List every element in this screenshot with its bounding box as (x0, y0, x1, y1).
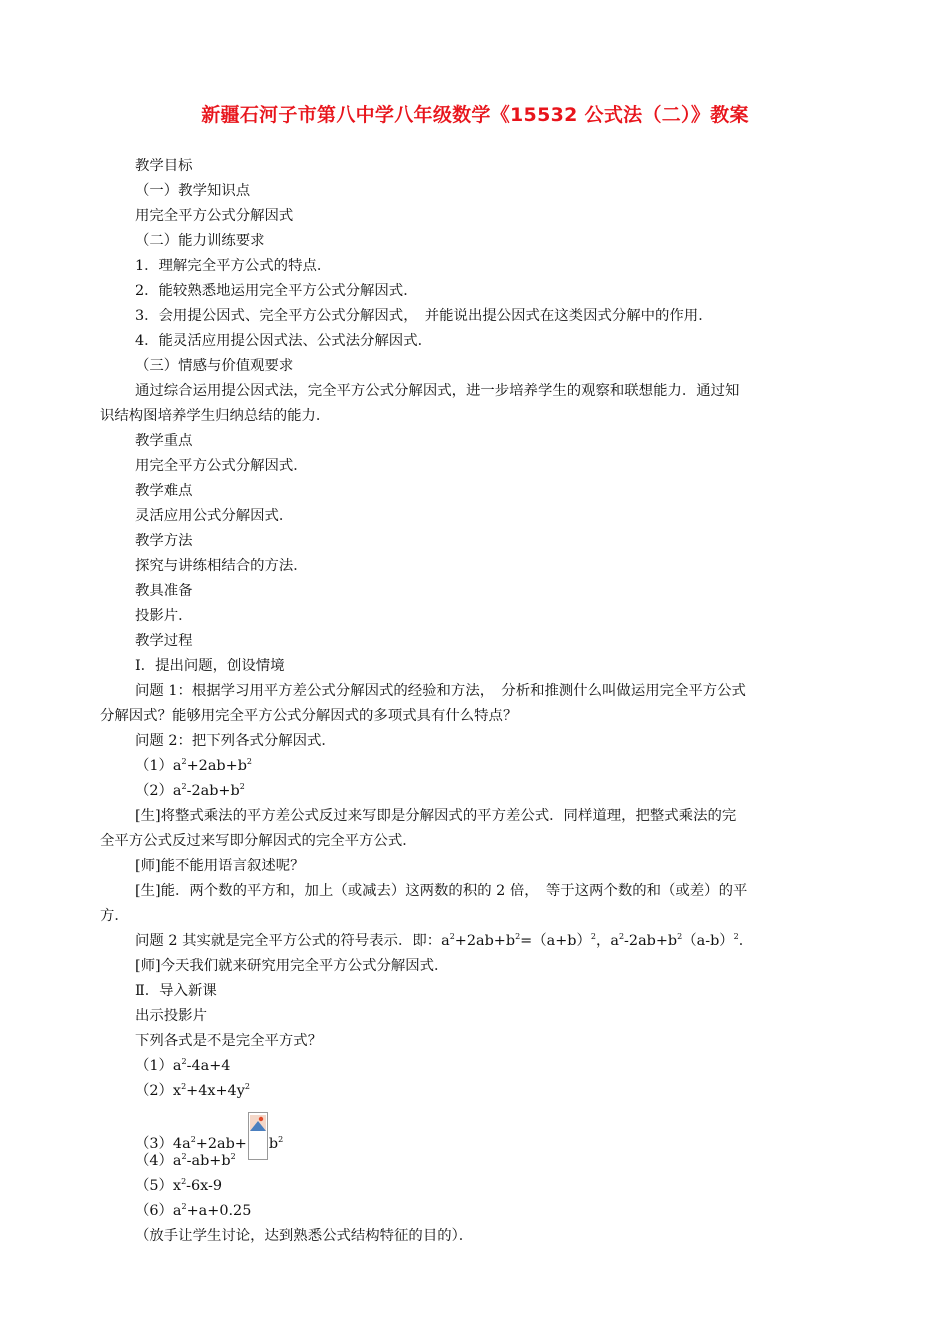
text-line: 问题 2：把下列各式分解因式． (135, 733, 336, 749)
formula-item: $(5)x^2-6x-9$ (135, 1177, 223, 1194)
formula-item: $(3)4a^2+2ab+$ $b^2$ (135, 1112, 283, 1160)
text-line: 3．会用提公因式、完全平方公式分解因式， 并能说出提公因式在这类因式分解中的作用． (135, 308, 713, 324)
subheading-values: （三）情感与价值观要求 (135, 358, 294, 374)
heading-methods: 教学方法 (135, 533, 193, 549)
formula-item: $(4)a^2-ab+b^2$ (135, 1152, 236, 1169)
heading-process: 教学过程 (135, 633, 193, 649)
broken-image-icon (248, 1112, 268, 1160)
paragraph-line: [生]将整式乘法的平方差公式反过来写即是分解因式的平方差公式．同样道理，把整式乘法的完 (135, 808, 737, 824)
formula-line: 问题 2 其实就是完全平方公式的符号表示．即：$a^2+2ab+b^2=(a+b)^2$，$a^2-2ab+b^2(a-b)^2$． (135, 932, 754, 949)
text-line: 出示投影片 (135, 1008, 207, 1024)
text-line: 下列各式是不是完全平方式？ (135, 1033, 323, 1049)
formula-item: $(2)a^2-2ab+b^2$ (135, 782, 245, 799)
heading-key-points: 教学重点 (135, 433, 193, 449)
heading-materials: 教具准备 (135, 583, 193, 599)
section-heading-2: Ⅱ．导入新课 (135, 983, 217, 999)
formula-item: $(2)x^2+4x+4y^2$ (135, 1082, 250, 1099)
document-title: 新疆石河子市第八中学八年级数学《15532 公式法（二）》教案 (201, 104, 749, 126)
text-line: 灵活应用公式分解因式． (135, 508, 294, 524)
paragraph-line: 通过综合运用提公因式法，完全平方公式分解因式，进一步培养学生的观察和联想能力．通过知 (135, 383, 740, 399)
heading-teaching-goals: 教学目标 (135, 158, 193, 174)
text-line: [师]能不能用语言叙述呢？ (135, 858, 305, 874)
text-line: 1．理解完全平方公式的特点． (135, 258, 332, 274)
paragraph-line: 分解因式？能够用完全平方公式分解因式的多项式具有什么特点？ (100, 708, 518, 724)
paragraph-line: 全平方公式反过来写即分解因式的完全平方公式． (100, 833, 417, 849)
paragraph-line: 识结构图培养学生归纳总结的能力． (100, 408, 331, 424)
text-line: 4．能灵活应用提公因式法、公式法分解因式． (135, 333, 432, 349)
paragraph-line: [生]能．两个数的平方和，加上（或减去）这两数的积的 2 倍， 等于这两个数的和（或差）的平 (135, 883, 748, 899)
text-line: （放手让学生讨论，达到熟悉公式结构特征的目的）． (135, 1228, 474, 1244)
formula-item: $(1)a^2-4a+4$ (135, 1057, 231, 1074)
text-line: 用完全平方公式分解因式 (135, 208, 294, 224)
formula-item: $(6)a^2+a+0.25$ (135, 1202, 252, 1219)
text-line: 投影片． (135, 608, 193, 624)
text-line: [师]今天我们就来研究用完全平方公式分解因式． (135, 958, 449, 974)
paragraph-line: 方． (100, 908, 129, 924)
subheading-knowledge: （一）教学知识点 (135, 183, 251, 199)
heading-difficulties: 教学难点 (135, 483, 193, 499)
subheading-ability: （二）能力训练要求 (135, 233, 265, 249)
text-line: 用完全平方公式分解因式． (135, 458, 308, 474)
section-heading-1: Ⅰ．提出问题，创设情境 (135, 658, 285, 674)
formula-item: $(1)a^2+2ab+b^2$ (135, 757, 252, 774)
text-line: 2．能较熟悉地运用完全平方公式分解因式． (135, 283, 418, 299)
paragraph-line: 问题 1：根据学习用平方差公式分解因式的经验和方法， 分析和推测什么叫做运用完全平方公式 (135, 683, 746, 699)
text-line: 探究与讲练相结合的方法． (135, 558, 308, 574)
